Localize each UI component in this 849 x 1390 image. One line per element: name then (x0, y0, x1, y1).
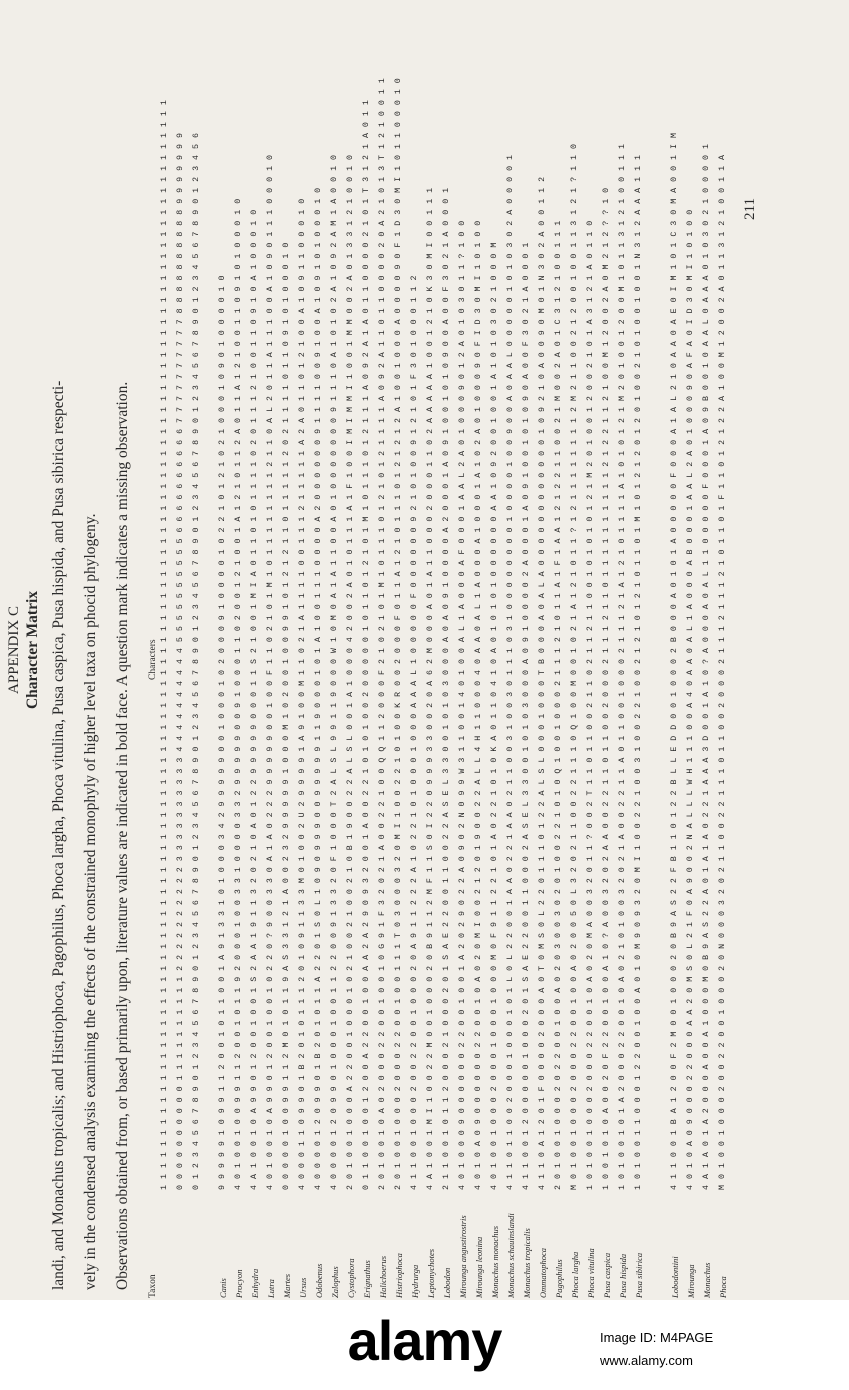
character-codes: 9 9 9 9 9 1 0 9 9 1 1 2 0 0 1 0 1 1 0 0 1 A 9 1 3 3 1 0 1 0 0 0 3 4 2 9 9 9 9 9 0 0 1 0 0 0 1 0 2 0 0 0 9 1 0 0 0 0 1 0 2 2 1 0 1 2 1 0 2 1 0 0 0 1 0 9 0 1 0 0 0 0 1 0 (218, 275, 227, 1190)
taxon-name: Mirounga leonina (474, 1236, 484, 1298)
character-codes: 1 0 1 0 0 1 1 0 0 0 1 2 2 0 0 1 0 0 A 0 1 0 M 9 0 9 3 2 0 M I 1 0 0 2 2 1 0 0 3 1 0 0 2 2 1 0 0 2 1 2 1 0 1 2 1 0 1 1 0 1 M 1 0 1 2 1 2 0 1 2 0 1 0 0 2 1 0 1 0 0 1 0 0 1 N 3 1 2 A A A 1 1 1 (634, 154, 643, 1190)
matrix-row (634, 0, 646, 1300)
character-codes: 4 0 1 0 0 0 9 0 0 0 0 0 0 2 2 0 0 1 0 0 1 A 2 0 2 9 0 2 2 A 0 9 0 2 N 0 9 9 W 3 1 1 0 0 1 4 0 1 0 0 A L 1 A 0 0 0 A F 0 0 0 1 A A L 2 A 0 1 0 0 0 9 0 1 2 A 0 1 0 3 0 1 1 ? 1 0 0 (458, 220, 467, 1190)
taxon-name: Pusa caspica (602, 1252, 612, 1298)
matrix-row (702, 0, 714, 1300)
taxon-name: Phoca (718, 1276, 728, 1298)
caption-line-2: vely in the condensed analysis examining the effects of the constrained monophyly of higher level taxa on phocid phylogeny. (82, 513, 99, 1290)
taxon-name: Mirounga angustirostris (458, 1215, 468, 1298)
taxon-name: Leptonychotes (426, 1248, 436, 1298)
index-row-hundreds: 1 1 1 1 1 1 1 1 1 1 1 1 1 1 1 1 1 1 1 1 1 1 1 1 1 1 1 1 1 1 1 1 1 1 1 1 1 1 1 1 1 1 1 1 1 1 1 1 1 1 1 1 1 1 1 1 1 1 1 1 1 1 1 1 1 1 1 1 1 1 1 1 1 1 1 1 1 1 1 1 1 1 1 1 1 1 1 1 1 1 1 1 1 1 1 1 1 1 1 1 (160, 99, 169, 1190)
matrix-row (670, 0, 682, 1300)
taxon-name: Martes (282, 1273, 292, 1298)
matrix-row (538, 0, 550, 1300)
taxon-name: Zalophus (330, 1266, 340, 1298)
appendix-title: APPENDIX C (6, 606, 22, 694)
matrix-row (266, 0, 278, 1300)
character-codes: 0 1 1 0 0 1 0 0 1 2 0 0 A 2 2 0 0 1 0 0 A A 2 A 2 9 0 9 3 2 0 0 1 A 0 0 2 2 1 0 1 0 1 0 0 2 0 0 0 0 0 1 0 1 1 0 1 2 1 0 1 M 1 0 1 1 1 0 1 2 1 1 1 A 0 9 2 A 1 A 0 1 1 0 0 0 0 2 1 0 1 T 3 1 2 1 A 0 1 1 (362, 99, 371, 1190)
matrix-row (442, 0, 454, 1300)
taxon-name: Canis (218, 1278, 228, 1298)
character-codes: 4 1 1 0 A 1 2 0 1 F 0 0 0 0 2 0 0 0 A 0 T 0 M S 0 L 2 2 0 1 1 1 0 1 2 2 A L S L 0 0 0 1 0 0 0 T B 0 0 0 A 0 A L A 0 0 0 0 0 0 0 0 0 0 0 0 1 0 9 2 1 0 A 0 0 9 0 M 0 1 N 3 0 2 A 0 0 1 1 2 (538, 176, 547, 1190)
matrix-row (554, 0, 566, 1300)
caption-line-1: landi, and Monachus tropicalis; and Histriophoca, Pagophilus, Phoca largha, Phoca vitulina, Pusa caspica, Pusa hispida, and Pusa sibirica respecti- (50, 380, 67, 1290)
character-codes: 2 1 1 0 0 1 0 1 1 2 0 0 0 2 1 0 0 0 2 0 1 S A E 2 2 0 0 1 1 0 0 2 2 A S E L 3 3 0 0 1 0 1 0 3 0 0 0 A 0 A 0 9 1 0 0 0 0 A 2 0 0 0 1 A 0 9 1 0 0 1 0 1 0 9 0 0 A 0 0 F 3 0 2 1 A 0 0 0 1 (442, 187, 451, 1190)
character-codes: 2 0 1 0 0 1 0 0 0 2 0 0 0 2 2 0 0 1 0 0 1 1 1 T 0 3 0 0 0 3 2 0 M I 1 0 0 2 2 1 0 1 0 0 K R 0 0 2 0 0 0 F 0 1 1 A 1 2 1 0 1 1 1 0 1 2 1 2 1 2 A 1 0 0 1 0 0 0 A 0 0 0 0 9 0 F 1 D 3 0 M I 1 0 1 1 0 0 0 1 0 (394, 77, 403, 1190)
taxon-name: Erignathus (362, 1260, 372, 1298)
index-row-units: 0 1 2 3 4 5 6 7 8 9 0 1 2 3 4 5 6 7 8 9 0 1 2 3 4 5 6 7 8 9 0 1 2 3 4 5 6 7 8 9 0 1 2 3 4 5 6 7 8 9 0 1 2 3 4 5 6 7 8 9 0 1 2 3 4 5 6 7 8 9 0 1 2 3 4 5 6 7 8 9 0 1 2 3 4 5 6 7 8 9 0 1 2 3 4 5 6 (192, 132, 201, 1190)
matrix-row (686, 0, 698, 1300)
character-codes: 4 0 0 0 1 1 0 9 9 0 1 B 2 0 1 0 1 1 1 2 0 1 0 9 1 1 3 3 M 0 1 0 0 2 U 2 9 9 9 9 1 A 9 1 0 0 M 1 1 0 2 1 A 1 1 1 1 0 0 1 1 1 2 1 1 1 1 1 A 2 A 0 1 1 0 1 2 1 0 0 A 1 0 9 1 1 0 0 0 1 0 (298, 198, 307, 1190)
taxon-name: Lutra (266, 1279, 276, 1298)
character-codes: 4 0 1 0 A 0 9 0 0 0 2 2 0 0 0 A A 2 0 M S 0 L 2 1 F 0 A 9 0 0 2 N A L L L W H 1 1 1 0 0 A 4 0 A A 0 A L 1 A 0 0 0 A B 0 0 0 1 A A L 2 A 0 1 0 0 0 9 0 A F A 0 I D 3 0 M I 1 0 1 0 0 (686, 209, 695, 1190)
character-codes: 4 A 1 0 0 1 M I 1 0 0 2 2 M 0 0 1 0 0 0 2 0 B 9 1 1 2 M F 1 1 S 0 I 2 2 0 9 9 9 3 3 0 0 2 0 A 6 2 M 0 0 0 A 0 1 A 1 1 0 0 0 2 0 0 0 1 1 0 2 A A A A A 1 0 0 1 2 1 0 K 3 0 M I 0 0 1 1 1 (426, 187, 435, 1190)
matrix-row (218, 0, 230, 1300)
alamy-logo: alamy (347, 1309, 502, 1372)
character-codes: 2 0 1 0 0 1 0 0 0 2 0 2 2 0 0 1 0 0 A 0 2 0 3 0 0 3 0 2 0 1 0 0 2 2 1 0 1 0 Q 1 0 0 1 0 0 0 2 1 1 1 2 1 0 1 1 A 1 F 1 A A 1 2 1 2 2 1 1 0 0 2 1 M 0 0 2 A 0 1 C 3 1 2 1 0 0 1 1 1 (554, 220, 563, 1190)
taxon-name: Pusa sibirica (634, 1252, 644, 1298)
watermark-footer (0, 1300, 849, 1390)
character-codes: 2 0 1 0 0 1 0 A 0 2 0 0 0 2 2 0 0 1 0 0 1 0 G 9 1 F 3 2 0 2 1 A 0 0 2 2 1 0 0 Q Q 1 1 2 0 0 0 F 2 1 0 2 1 0 1 M 1 0 1 1 1 0 1 2 1 0 1 2 1 1 1 1 A 0 9 2 A 1 1 0 1 1 0 0 0 0 2 0 A 2 1 0 1 3 T 1 2 1 0 0 1 1 (378, 77, 387, 1190)
taxon-name: Monachus (702, 1262, 712, 1298)
matrix-row (586, 0, 598, 1300)
matrix-row (618, 0, 630, 1300)
character-codes: 1 0 1 0 0 1 0 1 A 2 0 0 0 2 2 0 0 1 0 A 0 2 1 0 1 0 0 3 2 0 2 1 A 0 0 2 2 1 1 A 0 1 1 0 0 1 0 0 0 2 1 1 1 2 1 A 1 2 1 0 1 1 1 1 A 1 0 1 0 1 2 1 M 2 0 1 0 0 1 2 0 0 M 1 0 1 1 3 1 2 1 0 0 1 1 1 (618, 143, 627, 1190)
page-number: 211 (742, 198, 758, 220)
taxon-name: Phoca vitulina (586, 1248, 596, 1298)
character-codes: 4 1 1 0 0 1 2 0 0 0 0 0 1 0 0 0 2 0 1 S A E 2 2 0 0 1 1 0 0 0 2 A S E L 3 3 0 0 1 0 1 0 3 0 0 0 A 0 9 1 0 0 0 0 2 A 0 0 0 1 A 0 9 1 0 0 1 0 1 0 9 0 A 0 0 F 3 0 2 1 A 0 0 0 1 (522, 242, 531, 1190)
character-codes: 4 A 1 0 0 1 0 A 9 9 0 1 2 0 0 1 0 0 1 S 2 A A 1 9 1 1 3 2 0 2 1 0 A 0 1 2 2 9 9 9 9 9 0 0 0 1 1 S 2 1 0 0 1 M I A 0 1 1 0 1 0 1 1 1 1 0 2 0 1 1 1 2 1 0 0 1 1 0 9 1 0 A 1 0 0 0 1 0 (250, 209, 259, 1190)
matrix-row (378, 0, 390, 1300)
appendix-subtitle: Character Matrix (24, 590, 41, 710)
taxon-name: Ursus (298, 1277, 308, 1298)
character-codes: M 0 1 0 0 1 0 0 0 2 0 0 0 2 2 0 0 1 0 0 A 0 2 0 0 5 0 L 3 2 0 2 1 1 0 0 2 2 1 1 1 0 Q 1 0 0 M 0 0 1 0 2 1 A 1 2 1 0 1 1 ? 1 2 1 1 1 1 1 1 1 1 2 M 2 1 1 0 0 2 1 2 0 0 1 0 0 1 1 3 1 2 1 ? 1 1 0 (570, 143, 579, 1190)
character-codes: 4 0 1 0 0 1 0 A 9 9 0 1 2 0 0 1 0 0 1 0 2 2 0 ? 9 0 0 3 3 0 A 1 A 0 2 2 2 9 9 9 9 9 0 0 1 0 0 F 1 1 0 2 1 0 1 M 1 0 1 1 1 1 1 1 1 1 2 1 1 0 A L 2 0 1 1 A 1 1 1 0 0 A 1 0 9 0 1 1 1 0 0 0 1 0 (266, 154, 275, 1190)
character-codes: 1 0 0 1 0 1 0 A 0 0 2 0 F 2 2 0 0 1 0 0 A 1 0 ? A 0 0 3 2 0 2 A A 0 0 2 2 1 1 0 1 1 0 0 2 0 0 0 2 1 1 1 2 1 1 0 1 1 1 1 1 1 1 1 1 1 2 1 2 2 1 1 2 1 0 0 M 1 2 0 0 2 A 0 M 2 1 2 ? ? 1 0 (602, 187, 611, 1190)
taxon-name: Odobenus (314, 1263, 324, 1298)
matrix-row (346, 0, 358, 1300)
matrix-row (426, 0, 438, 1300)
matrix-row (298, 0, 310, 1300)
character-codes: 4 A 1 A 0 1 A 2 0 0 0 A 0 0 A 1 0 0 0 M 0 B 9 A S 2 2 A 0 1 A 1 A 0 2 2 1 A A A 3 D 0 0 1 A 1 0 ? A 0 0 0 A 0 A L 1 1 0 0 0 0 0 F 0 0 0 1 A 0 9 B 0 0 1 0 A A L 0 A A A 0 1 0 3 0 2 1 0 0 0 0 1 (702, 143, 711, 1190)
matrix-row (362, 0, 374, 1300)
taxon-header: Taxon (148, 1274, 158, 1298)
matrix-row (570, 0, 582, 1300)
taxon-name: Lobodontini (670, 1256, 680, 1298)
taxon-name: Halichoerus (378, 1255, 388, 1298)
index-row-tens: 0 0 0 0 0 0 0 0 0 0 1 1 1 1 1 1 1 1 1 1 2 2 2 2 2 2 2 2 2 2 3 3 3 3 3 3 3 3 3 3 4 4 4 4 4 4 4 4 4 4 5 5 5 5 5 5 5 5 5 5 6 6 6 6 6 6 6 6 6 6 7 7 7 7 7 7 7 7 7 7 8 8 8 8 8 8 8 8 8 8 9 9 9 9 9 9 9 (176, 132, 185, 1190)
alamy-url: www.alamy.com (600, 1353, 693, 1368)
character-codes: 4 0 1 0 A 0 9 0 0 0 0 0 0 2 2 0 0 1 0 A 0 2 0 M I 0 0 2 1 2 0 1 9 0 0 2 2 A L L 4 H 1 1 0 0 0 4 0 A A 0 A L 1 A 0 0 0 A 1 0 0 0 1 A 1 0 2 A 0 1 0 0 0 9 0 F I D 3 0 M I 1 0 1 0 0 (474, 220, 483, 1190)
matrix-row (602, 0, 614, 1300)
character-codes: 2 0 1 0 0 1 0 0 0 A 2 2 0 0 1 0 0 0 1 0 2 1 0 0 2 1 0 0 2 1 0 B 1 9 0 0 2 2 A L S L 0 0 1 A 1 0 0 0 4 2 0 0 2 A 0 1 0 1 1 1 A 1 F 1 0 0 I M I M M I 1 0 0 1 M M 0 0 2 A 0 1 3 3 1 2 1 0 0 1 0 (346, 154, 355, 1190)
taxon-name: Cystophora (346, 1258, 356, 1298)
taxon-name: Hydrurga (410, 1264, 420, 1298)
matrix-row (282, 0, 294, 1300)
character-codes: 4 0 0 0 0 1 2 0 9 9 0 1 0 0 0 1 0 0 1 1 2 2 0 0 9 1 3 3 2 0 F 1 0 0 0 T 2 A L S L 9 9 1 1 9 0 0 0 W 1 0 M 0 A 1 A 1 1 0 0 A 0 1 0 0 0 0 0 0 0 9 1 1 1 0 A 1 0 1 0 2 A 1 0 9 2 A M 1 A 0 0 1 0 (330, 154, 339, 1190)
taxon-name: Monachus tropicalis (522, 1228, 532, 1298)
character-codes: 4 0 1 0 0 1 0 0 0 2 0 0 0 1 0 0 0 1 0 0 0 M 0 F 9 1 1 2 2 1 0 1 A 0 2 2 1 0 1 0 K A 0 1 1 0 4 1 0 A 0 1 0 1 0 1 0 0 0 0 0 0 A A 1 0 9 2 0 0 1 0 0 1 A 1 0 1 0 3 0 2 1 0 0 0 M (490, 242, 499, 1190)
taxon-name: Mirounga (686, 1264, 696, 1298)
matrix-row (394, 0, 406, 1300)
matrix-row (314, 0, 326, 1300)
taxon-name: Monachus monachus (490, 1225, 500, 1298)
matrix-row (330, 0, 342, 1300)
taxon-name: Lobodon (442, 1267, 452, 1298)
character-codes: 4 1 1 0 0 1 0 0 0 2 0 0 2 2 0 0 1 0 0 0 2 0 A 9 1 1 2 2 2 A 1 0 2 2 1 0 1 0 0 0 1 0 0 0 A A A L 1 0 0 0 0 0 F 0 0 0 0 0 0 9 2 1 0 1 0 0 9 1 2 1 0 1 F 3 0 1 0 0 0 1 1 2 (410, 275, 419, 1190)
matrix-row (234, 0, 246, 1300)
matrix-row (522, 0, 534, 1300)
character-codes: 4 0 1 0 0 1 0 0 9 9 1 1 2 0 0 1 0 1 1 9 2 0 0 0 1 0 0 3 3 1 0 0 0 0 3 3 2 9 9 9 9 9 0 0 9 1 0 0 0 1 1 0 2 0 0 1 2 1 0 0 1 A 1 2 1 0 1 1 2 A 0 1 1 A 1 2 1 0 0 1 1 0 9 1 0 1 0 0 0 1 0 (234, 198, 243, 1190)
matrix-row (410, 0, 422, 1300)
matrix-row (250, 0, 262, 1300)
taxon-name: Pagophilus (554, 1259, 564, 1298)
character-codes: 4 0 0 0 0 1 2 0 9 9 0 1 B 2 0 1 0 1 1 A 2 2 0 1 S 0 L 1 0 9 0 9 9 9 0 0 9 9 9 9 9 1 1 9 0 0 0 1 0 1 A 1 0 0 1 1 1 0 0 0 0 A 2 0 0 0 0 0 0 9 1 1 1 1 0 0 9 1 0 0 A 1 0 9 1 0 1 0 0 0 1 0 (314, 187, 323, 1190)
matrix-row (490, 0, 502, 1300)
character-codes: 0 0 0 0 0 1 0 0 9 9 1 1 2 M 0 1 0 1 1 9 A S 3 3 1 2 1 A 0 0 2 3 2 9 9 9 9 9 1 0 0 0 M 1 0 2 0 0 1 0 0 9 9 1 0 1 2 1 2 1 1 0 1 1 1 1 1 2 0 2 1 1 1 1 0 1 1 0 9 1 0 1 0 0 0 1 0 (282, 242, 291, 1190)
character-codes: M 0 1 0 0 1 0 0 0 2 0 0 2 2 0 0 1 0 0 0 2 0 N 0 0 0 3 2 0 2 1 1 0 0 2 2 1 1 1 0 1 1 0 0 2 0 0 0 2 1 1 1 2 1 1 1 2 1 0 1 1 0 1 F 1 1 0 1 2 1 2 2 A 1 0 0 M 1 2 0 0 2 A 0 1 1 3 1 2 1 0 0 1 1 A (718, 154, 727, 1190)
image-id: Image ID: M4PAGE (600, 1330, 714, 1345)
character-codes: 1 0 1 0 0 1 0 0 0 2 0 0 0 2 2 0 0 1 0 A 0 2 0 M A 0 0 3 2 0 1 1 ? 0 0 2 T 1 1 0 1 1 0 0 2 1 1 0 2 1 1 2 1 1 0 0 1 0 1 0 1 0 1 2 1 M 2 0 1 0 0 1 2 0 0 2 1 0 1 A 3 1 2 1 A 0 1 1 0 (586, 220, 595, 1190)
taxon-name: Ommatophoca (538, 1247, 548, 1298)
matrix-row (506, 0, 518, 1300)
taxon-name: Pusa hispida (618, 1253, 628, 1298)
taxon-name: Phoca largha (570, 1251, 580, 1298)
matrix-row (458, 0, 470, 1300)
character-codes: 4 1 1 0 0 1 B A 1 2 0 0 F 2 M 0 0 1 0 0 0 2 0 B 9 A S 2 2 F B 1 1 0 1 2 2 B L L E D D 0 0 1 0 0 0 2 B 0 0 0 A 0 1 0 1 A 0 0 0 0 0 F 0 0 0 A 1 A L 2 1 0 A A 0 A E 0 I M 1 0 1 C 3 0 M A 0 0 1 I M (670, 132, 679, 1190)
taxon-name: Histriophoca (394, 1253, 404, 1298)
taxon-name: Procyon (234, 1269, 244, 1298)
caption-line-3: Observations obtained from, or based primarily upon, literature values are indicated in bold face. A question mark indicates a missing observation. (114, 381, 131, 1290)
taxon-name: Enhydra (250, 1268, 260, 1298)
matrix-row (718, 0, 730, 1300)
character-codes: 4 1 1 0 1 1 0 0 2 0 0 0 1 0 0 0 1 0 1 L 0 L 2 2 0 0 1 A A 0 2 2 1 A A 0 2 1 1 0 0 3 1 0 0 3 0 1 1 1 0 3 1 0 0 0 0 0 0 0 0 1 0 0 0 0 1 0 0 9 0 0 A 0 A A L 0 0 0 0 0 1 0 1 0 3 0 2 A 0 0 0 0 1 (506, 154, 515, 1190)
taxon-name: Monachus schauinslandi (506, 1213, 516, 1298)
characters-header: Characters (148, 639, 158, 680)
matrix-row (474, 0, 486, 1300)
